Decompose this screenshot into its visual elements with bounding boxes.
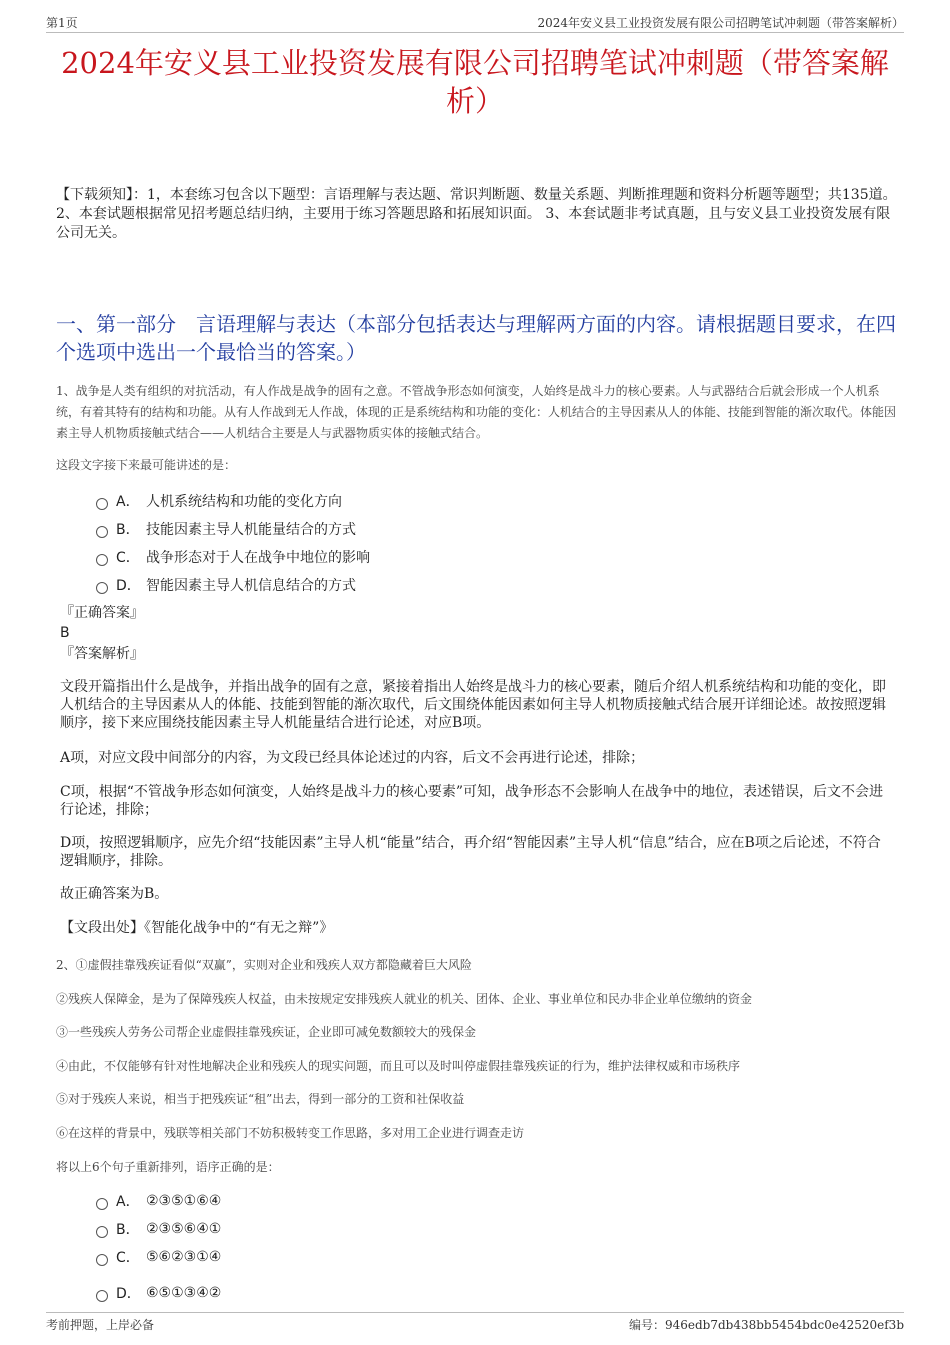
analysis-conclusion: 故正确答案为B。	[60, 886, 169, 902]
analysis-paragraph: D项，按照逻辑顺序，应先介绍“技能因素”主导人机“能量”结合，再介绍“智能因素”主导人机“信息”结合，应在B项之后论述，不符合逻辑顺序，排除。	[60, 835, 881, 869]
section-heading: 一、第一部分 言语理解与表达（本部分包括表达与理解两方面的内容。请根据题目要求，在四个选项中选出一个最恰当的答案。）	[56, 312, 896, 364]
document-title: 2024年安义县工业投资发展有限公司招聘笔试冲刺题（带答案解析）	[61, 46, 889, 118]
analysis-paragraph: C项，根据“不管战争形态如何演变，人始终是战斗力的核心要素”可知，战争形态不会影响人在战争中的地位，表述错误，后文不会进行论述，排除；	[60, 784, 884, 818]
question-1-prompt: 这段文字接下来最可能讲述的是：	[56, 458, 237, 472]
source-citation: 【文段出处】《智能化战争中的“有无之辩”》	[60, 920, 334, 936]
question-2-options	[96, 1187, 221, 1307]
radio-icon[interactable]	[96, 1254, 108, 1266]
radio-icon[interactable]	[96, 526, 108, 538]
radio-icon[interactable]	[96, 498, 108, 510]
question-2-sentence: ④由此，不仅能够有针对性地解决企业和残疾人的现实问题，而且可以及时叫停虚假挂靠残疾证的行为，维护法律权威和市场秩序	[56, 1059, 741, 1073]
question-2-sentence: ②残疾人保障金，是为了保障残疾人权益，由未按规定安排残疾人就业的机关、团体、企业、事业单位和民办非企业单位缴纳的资金	[56, 992, 753, 1006]
option-c[interactable]: C． 战争形态对于人在战争中地位的影响	[96, 543, 370, 571]
question-1-options	[96, 487, 370, 599]
radio-icon[interactable]	[96, 1290, 108, 1302]
page-header	[46, 12, 904, 33]
question-2-sentence: ③一些残疾人劳务公司帮企业虚假挂靠残疾证，企业即可减免数额较大的残保金	[56, 1025, 477, 1039]
option-b[interactable]: B． ②③⑤⑥④①	[96, 1215, 221, 1243]
page-footer	[46, 1312, 904, 1335]
option-d[interactable]: D． ⑥⑤①③④②	[96, 1279, 221, 1307]
radio-icon[interactable]	[96, 582, 108, 594]
radio-icon[interactable]	[96, 1198, 108, 1210]
option-a[interactable]: A． 人机系统结构和功能的变化方向	[96, 487, 370, 515]
question-2-prompt: 将以上6个句子重新排列，语序正确的是：	[56, 1160, 280, 1174]
analysis-paragraph: A项，对应文段中间部分的内容，为文段已经具体论述过的内容，后文不会再进行论述，排除；	[60, 750, 645, 766]
option-d[interactable]: D． 智能因素主导人机信息结合的方式	[96, 571, 370, 599]
analysis-paragraph: 文段开篇指出什么是战争，并指出战争的固有之意，紧接着指出人始终是战斗力的核心要素，随后介绍人机系统结构和功能的变化，即人机结合的主导因素从人的体能、技能到智能的渐次取代，后文围绕体能因素如何主导人机物质接触式结合展开详细论述。故按照逻辑顺序，接下来应围绕技能因素主导人机能量结合进行论述，对应B项。	[60, 679, 886, 731]
header-title: 2024年安义县工业投资发展有限公司招聘笔试冲刺题（带答案解析）	[537, 15, 904, 30]
question-2-sentence: ⑥在这样的背景中，残联等相关部门不妨积极转变工作思路，多对用工企业进行调查走访	[56, 1126, 525, 1140]
option-a[interactable]: A． ②③⑤①⑥④	[96, 1187, 221, 1215]
question-1-text: 1、战争是人类有组织的对抗活动，有人作战是战争的固有之意。不管战争形态如何演变，人始终是战斗力的核心要素。人与武器结合后就会形成一个人机系统，有着其特有的结构和功能。从有人作战到无人作战，体现的正是系统结构和功能的变化：人机结合的主导因素从人的体能、技能到智能的渐次取代。体能因素主导人机物质接触式结合——人机结合主要是人与武器物质实体的接触式结合。	[56, 384, 897, 440]
page-number: 第1页	[46, 15, 78, 30]
radio-icon[interactable]	[96, 554, 108, 566]
download-notice: 【下载须知】：1，本套练习包含以下题型：言语理解与表达题、常识判断题、数量关系题、判断推理题和资料分析题等题型；共135道。 2、本套试题根据常见招考题总结归纳，主要用于练习答题思路和拓展知识面。 3、本套试题非考试真题，且与安义县工业投资发展有限公司无关。	[56, 187, 897, 241]
question-2-sentence: 2、①虚假挂靠残疾证看似“双赢”，实则对企业和残疾人双方都隐藏着巨大风险	[56, 958, 472, 972]
question-2-sentence: ⑤对于残疾人来说，相当于把残疾证“租”出去，得到一部分的工资和社保收益	[56, 1092, 465, 1106]
answer-value: B	[60, 625, 70, 641]
option-c[interactable]: C． ⑤⑥②③①④	[96, 1243, 221, 1271]
option-b[interactable]: B． 技能因素主导人机能量结合的方式	[96, 515, 370, 543]
footer-slogan: 考前押题，上岸必备	[46, 1317, 155, 1332]
document-id: 编号：946edb7db438bb5454bdc0e42520ef3b	[628, 1317, 904, 1332]
analysis-label: 『答案解析』	[60, 646, 144, 662]
answer-label: 『正确答案』	[60, 605, 144, 621]
radio-icon[interactable]	[96, 1226, 108, 1238]
